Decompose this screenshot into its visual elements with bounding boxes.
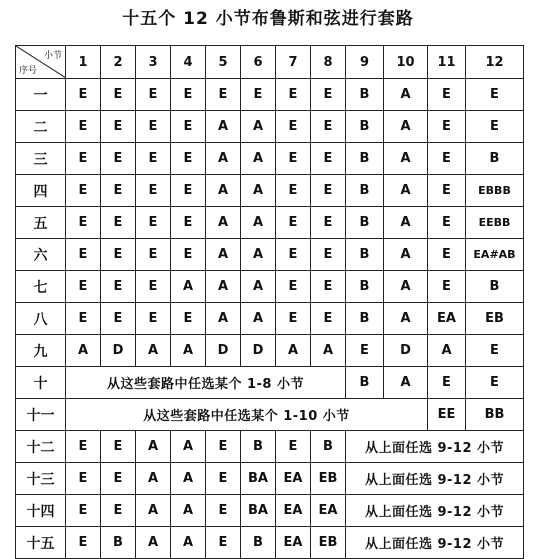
chord-cell: E — [101, 495, 136, 527]
corner-label-number: 序号 — [19, 66, 38, 76]
chord-cell: BA — [241, 463, 276, 495]
row-label: 九 — [16, 335, 66, 367]
chord-cell: E — [136, 143, 171, 175]
chord-cell: EE — [428, 399, 466, 431]
chord-cell: A — [241, 111, 276, 143]
chord-cell: B — [346, 143, 384, 175]
chord-cell: A — [171, 335, 206, 367]
chord-cell: A — [206, 207, 241, 239]
row-label: 十四 — [16, 495, 66, 527]
chord-cell: E — [428, 367, 466, 399]
chord-cell: E — [66, 79, 101, 111]
chord-cell: A — [241, 207, 276, 239]
chord-cell: E — [276, 271, 311, 303]
chord-cell: EBBB — [466, 175, 524, 207]
chord-cell: E — [136, 303, 171, 335]
chord-cell: E — [66, 111, 101, 143]
table-row — [16, 271, 524, 303]
chord-cell: E — [466, 335, 524, 367]
chord-cell: A — [136, 527, 171, 559]
chord-cell: A — [384, 271, 428, 303]
chord-cell: E — [276, 431, 311, 463]
chord-cell: A — [384, 175, 428, 207]
chord-cell: E — [466, 111, 524, 143]
chord-cell: A — [206, 111, 241, 143]
table-row — [16, 367, 524, 399]
chord-cell: E — [276, 111, 311, 143]
chord-cell: E — [171, 175, 206, 207]
chord-cell: B — [346, 111, 384, 143]
chord-cell: E — [276, 79, 311, 111]
chord-cell: D — [101, 335, 136, 367]
chord-cell: E — [311, 239, 346, 271]
chord-cell: A — [241, 271, 276, 303]
chord-cell: E — [136, 79, 171, 111]
chord-cell: A — [241, 303, 276, 335]
chord-cell: E — [206, 431, 241, 463]
chord-cell: E — [66, 431, 101, 463]
table-row — [16, 207, 524, 239]
chord-cell: E — [101, 271, 136, 303]
chord-cell: A — [171, 271, 206, 303]
chord-cell: E — [101, 175, 136, 207]
chord-cell: B — [466, 143, 524, 175]
chord-cell: A — [241, 175, 276, 207]
chord-cell: E — [171, 143, 206, 175]
header-bar-12: 12 — [466, 46, 524, 79]
chord-cell: A — [276, 335, 311, 367]
table-row — [16, 239, 524, 271]
chord-cell: E — [66, 207, 101, 239]
header-bar-11: 11 — [428, 46, 466, 79]
chord-cell: E — [206, 495, 241, 527]
chord-cell: E — [66, 495, 101, 527]
chord-cell: E — [136, 111, 171, 143]
chord-cell: B — [346, 303, 384, 335]
chord-cell: E — [428, 239, 466, 271]
row-label: 八 — [16, 303, 66, 335]
header-bar-4: 4 — [171, 46, 206, 79]
chord-cell: A — [384, 79, 428, 111]
row-note: 从这些套路中任选某个 1-10 小节 — [66, 399, 428, 431]
chord-cell: E — [311, 143, 346, 175]
row-label: 四 — [16, 175, 66, 207]
chord-cell: E — [311, 111, 346, 143]
row-label: 一 — [16, 79, 66, 111]
chord-cell: E — [101, 239, 136, 271]
header-corner — [16, 46, 66, 79]
header-bar-8: 8 — [311, 46, 346, 79]
chord-cell: E — [276, 143, 311, 175]
chord-cell: EB — [311, 527, 346, 559]
table-row — [16, 431, 524, 463]
chord-cell: A — [384, 239, 428, 271]
row-label: 十一 — [16, 399, 66, 431]
chord-cell: B — [346, 239, 384, 271]
header-bar-2: 2 — [101, 46, 136, 79]
page-title: 十五个 12 小节布鲁斯和弦进行套路 — [122, 9, 414, 29]
row-note: 从上面任选 9-12 小节 — [346, 495, 524, 527]
chord-cell: B — [346, 79, 384, 111]
chord-cell: EB — [311, 463, 346, 495]
chord-cell: E — [206, 463, 241, 495]
chord-cell: A — [311, 335, 346, 367]
chord-cell: EA — [276, 463, 311, 495]
chord-cell: E — [241, 79, 276, 111]
chord-cell: E — [428, 271, 466, 303]
corner-label-bar: 小节 — [43, 51, 62, 61]
chord-cell: B — [241, 527, 276, 559]
row-note: 从上面任选 9-12 小节 — [346, 527, 524, 559]
chord-cell: A — [171, 527, 206, 559]
chord-cell: A — [136, 431, 171, 463]
header-bar-1: 1 — [66, 46, 101, 79]
chord-cell: A — [384, 207, 428, 239]
header-bar-6: 6 — [241, 46, 276, 79]
chord-cell: E — [66, 175, 101, 207]
chord-cell: A — [206, 143, 241, 175]
table-row — [16, 335, 524, 367]
chord-cell: E — [466, 79, 524, 111]
table-row — [16, 399, 524, 431]
chord-cell: E — [66, 271, 101, 303]
chord-cell: B — [346, 175, 384, 207]
chord-cell: D — [206, 335, 241, 367]
chord-cell: E — [346, 335, 384, 367]
chord-cell: EA#AB — [466, 239, 524, 271]
row-label: 六 — [16, 239, 66, 271]
chord-cell: E — [66, 239, 101, 271]
chord-cell: E — [66, 527, 101, 559]
chord-cell: E — [276, 303, 311, 335]
row-label: 十三 — [16, 463, 66, 495]
chord-cell: A — [136, 463, 171, 495]
chord-cell: E — [311, 271, 346, 303]
chord-cell: B — [101, 527, 136, 559]
chord-cell: A — [171, 431, 206, 463]
chord-cell: D — [241, 335, 276, 367]
chord-cell: EA — [276, 495, 311, 527]
row-label: 十五 — [16, 527, 66, 559]
chord-cell: E — [428, 207, 466, 239]
table-row — [16, 463, 524, 495]
chord-cell: B — [346, 367, 384, 399]
chord-cell: E — [311, 207, 346, 239]
chord-cell: A — [384, 111, 428, 143]
chord-cell: E — [428, 175, 466, 207]
chord-cell: E — [136, 239, 171, 271]
chord-cell: E — [171, 303, 206, 335]
chord-cell: E — [428, 111, 466, 143]
chord-cell: EA — [276, 527, 311, 559]
table-row — [16, 303, 524, 335]
chord-cell: E — [66, 463, 101, 495]
chord-cell: EA — [428, 303, 466, 335]
chord-cell: E — [171, 111, 206, 143]
chord-cell: B — [346, 271, 384, 303]
chord-cell: A — [136, 335, 171, 367]
header-row — [16, 46, 524, 79]
header-bar-5: 5 — [206, 46, 241, 79]
chord-cell: B — [466, 271, 524, 303]
table-row — [16, 111, 524, 143]
chord-cell: E — [136, 271, 171, 303]
chord-cell: E — [171, 79, 206, 111]
chord-cell: E — [66, 303, 101, 335]
chord-cell: A — [384, 303, 428, 335]
row-label: 三 — [16, 143, 66, 175]
chord-cell: E — [311, 175, 346, 207]
chord-cell: A — [136, 495, 171, 527]
chord-cell: E — [311, 303, 346, 335]
chord-cell: E — [66, 143, 101, 175]
chord-cell: E — [171, 239, 206, 271]
chord-cell: E — [311, 79, 346, 111]
chord-cell: E — [101, 463, 136, 495]
chord-cell: E — [101, 431, 136, 463]
chord-cell: E — [276, 239, 311, 271]
row-label: 十 — [16, 367, 66, 399]
row-note: 从这些套路中任选某个 1-8 小节 — [66, 367, 346, 399]
chord-cell: BB — [466, 399, 524, 431]
chord-cell: A — [66, 335, 101, 367]
chord-cell: E — [206, 79, 241, 111]
chord-cell: EA — [311, 495, 346, 527]
chord-cell: D — [384, 335, 428, 367]
row-label: 二 — [16, 111, 66, 143]
chord-cell: E — [101, 303, 136, 335]
chord-cell: A — [241, 143, 276, 175]
chord-cell: A — [241, 239, 276, 271]
chord-cell: A — [206, 271, 241, 303]
header-bar-7: 7 — [276, 46, 311, 79]
chord-cell: E — [101, 207, 136, 239]
chord-cell: E — [428, 79, 466, 111]
chord-cell: A — [206, 303, 241, 335]
chord-progression-table — [15, 45, 524, 559]
row-note: 从上面任选 9-12 小节 — [346, 431, 524, 463]
header-bar-9: 9 — [346, 46, 384, 79]
chord-cell: E — [101, 79, 136, 111]
chord-cell: A — [428, 335, 466, 367]
chord-cell: B — [241, 431, 276, 463]
chord-cell: E — [136, 175, 171, 207]
chord-cell: B — [346, 207, 384, 239]
chord-cell: E — [101, 111, 136, 143]
chord-cell: EB — [466, 303, 524, 335]
chord-cell: A — [171, 495, 206, 527]
row-label: 十二 — [16, 431, 66, 463]
row-label: 七 — [16, 271, 66, 303]
table-row — [16, 175, 524, 207]
chord-cell: A — [384, 143, 428, 175]
chord-cell: A — [206, 239, 241, 271]
chord-cell: A — [171, 463, 206, 495]
row-label: 五 — [16, 207, 66, 239]
chord-cell: EEBB — [466, 207, 524, 239]
chord-cell: E — [206, 527, 241, 559]
header-bar-10: 10 — [384, 46, 428, 79]
row-note: 从上面任选 9-12 小节 — [346, 463, 524, 495]
table-row — [16, 495, 524, 527]
header-bar-3: 3 — [136, 46, 171, 79]
chord-cell: E — [466, 367, 524, 399]
chord-cell: E — [428, 143, 466, 175]
chord-cell: E — [136, 207, 171, 239]
chord-cell: A — [206, 175, 241, 207]
chord-cell: E — [276, 175, 311, 207]
chord-cell: E — [276, 207, 311, 239]
table-row — [16, 143, 524, 175]
table-row — [16, 79, 524, 111]
chord-cell: B — [311, 431, 346, 463]
chord-cell: A — [384, 367, 428, 399]
chord-cell: E — [101, 143, 136, 175]
chord-cell: BA — [241, 495, 276, 527]
chord-cell: E — [171, 207, 206, 239]
